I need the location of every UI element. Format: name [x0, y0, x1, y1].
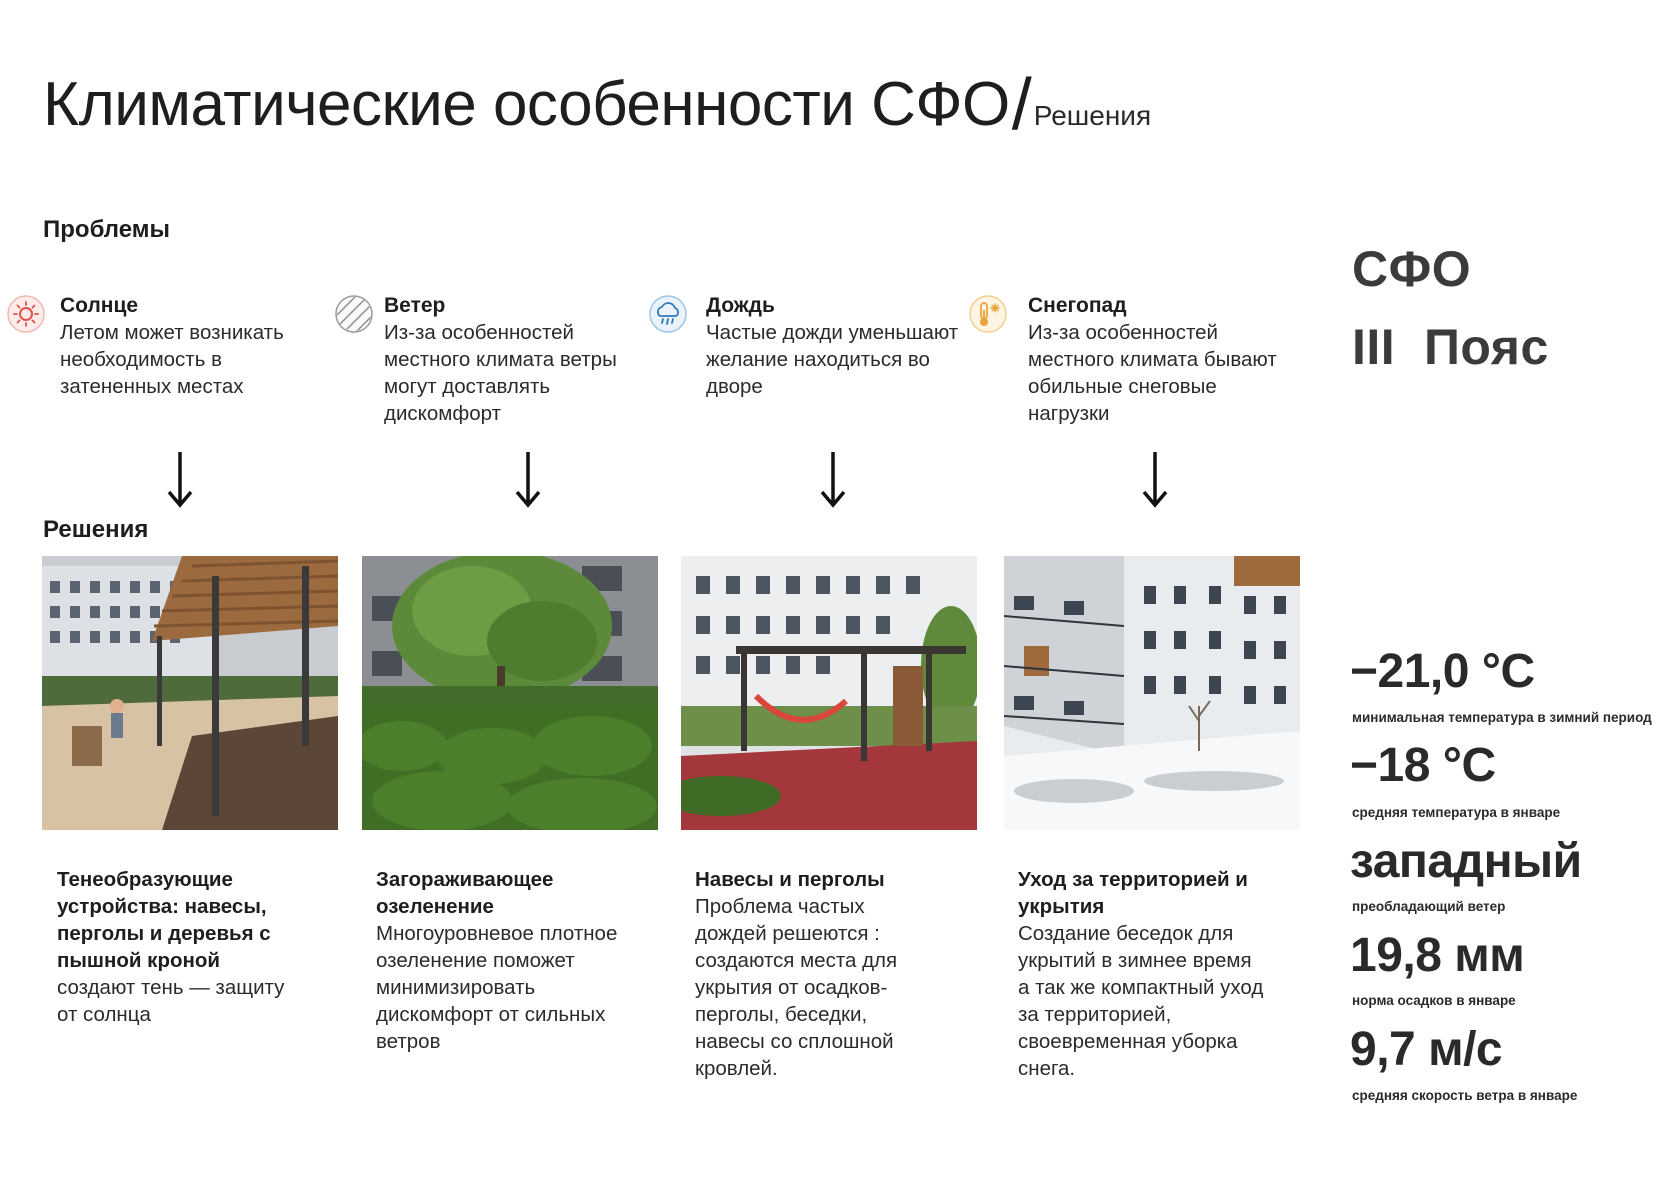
stat-label: минимальная температура в зимний период: [1352, 710, 1652, 725]
stat-value: −18 °C: [1350, 739, 1496, 792]
solution-title: Навесы и перголы: [695, 868, 885, 891]
page-subtitle: Решения: [1033, 100, 1152, 131]
solution-description: Проблема частых дождей решеются : создаются места для укрытия от осадков- перголы, беседки, навесы со сплошной кровлей.: [695, 895, 898, 1080]
down-arrow-icon: [165, 452, 195, 508]
region-label: СФО: [1352, 241, 1472, 297]
down-arrow-icon: [818, 452, 848, 508]
problem-description: Из-за особенностей местного климата бывают обильные снеговые нагрузки: [1028, 321, 1277, 425]
solution-3: [695, 866, 927, 1082]
solution-title: Тенеобразующие устройства: навесы, перголы и деревья с пышной кроной: [57, 868, 271, 972]
stat-value: западный: [1350, 835, 1582, 888]
stat-value: −21,0 °C: [1350, 645, 1535, 698]
solution-1: [57, 866, 307, 1028]
climate-belt-label: III Пояс: [1352, 319, 1549, 375]
problem-title: Дождь: [706, 294, 775, 317]
page-title-main: Климатические особенности СФО: [43, 70, 1010, 139]
thermometer-snow-icon: [968, 294, 1008, 334]
wind-icon: [334, 294, 374, 334]
problem-description: Частые дожди уменьшают желание находиться во дворе: [706, 321, 959, 398]
solution-description: Многоуровневое плотное озеленение поможет минимизировать дискомфорт от сильных ветров: [376, 922, 618, 1053]
pergola-playground-photo: [42, 556, 338, 830]
stat-label: средняя скорость ветра в январе: [1352, 1088, 1578, 1103]
stat-label: преобладающий ветер: [1352, 899, 1506, 914]
problem-description: Из-за особенностей местного климата ветры могут доставлять дискомфорт: [384, 321, 617, 425]
stat-value: 9,7 м/с: [1350, 1023, 1503, 1076]
stat-value: 19,8 мм: [1350, 929, 1525, 982]
solution-description: создают тень — защиту от солнца: [57, 976, 285, 1026]
solution-2: [376, 866, 644, 1055]
down-arrow-icon: [1140, 452, 1170, 508]
snowy-courtyard-photo: [1004, 556, 1300, 830]
solution-description: Создание беседок для укрытий в зимнее время а так же компактный уход за территорией, своевременная уборка снега.: [1018, 922, 1264, 1080]
problem-description: Летом может возникать необходимость в затененных местах: [60, 321, 284, 398]
problem-title: Солнце: [60, 294, 139, 317]
greenery-courtyard-photo: [362, 556, 658, 830]
solution-title: Уход за территорией и укрытия: [1018, 868, 1248, 918]
pergola-hammock-photo: [681, 556, 977, 830]
problem-title: Снегопад: [1028, 294, 1127, 317]
problem-title: Ветер: [384, 294, 446, 317]
solutions-heading: Решения: [43, 516, 149, 543]
problems-heading: Проблемы: [43, 216, 171, 243]
rain-cloud-icon: [648, 294, 688, 334]
stat-label: норма осадков в январе: [1352, 993, 1516, 1008]
title-separator: /: [1011, 65, 1032, 145]
stat-label: средняя температура в январе: [1352, 805, 1561, 820]
down-arrow-icon: [513, 452, 543, 508]
sun-icon: [6, 294, 46, 334]
solution-4: [1018, 866, 1268, 1082]
page-title: [43, 60, 1152, 145]
solution-title: Загораживающее озеленение: [376, 868, 554, 918]
